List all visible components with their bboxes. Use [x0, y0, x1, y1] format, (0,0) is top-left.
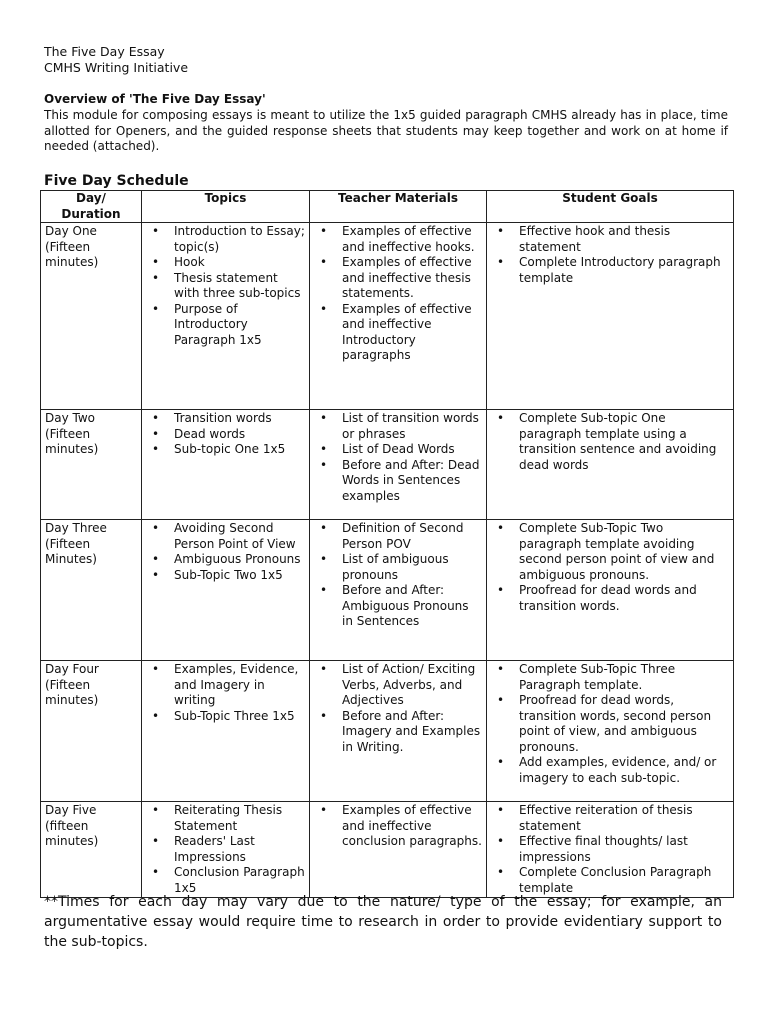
- goals-list: [491, 521, 729, 614]
- list-item: • List of Dead Words: [314, 442, 482, 458]
- table-row: [41, 223, 734, 410]
- day-cell: Day Three (Fifteen Minutes): [41, 520, 142, 661]
- goals-cell: [487, 223, 734, 410]
- materials-cell: [310, 223, 487, 410]
- goals-cell: [487, 802, 734, 898]
- list-item: • Avoiding Second Person Point of View: [146, 521, 305, 552]
- table-row: [41, 802, 734, 898]
- list-item: • Thesis statement with three sub-topics: [146, 271, 305, 302]
- goals-cell: [487, 410, 734, 520]
- materials-cell: [310, 802, 487, 898]
- materials-cell: [310, 661, 487, 802]
- list-item: • Definition of Second Person POV: [314, 521, 482, 552]
- column-header-goals: Student Goals: [487, 191, 734, 223]
- list-item: • Reiterating Thesis Statement: [146, 803, 305, 834]
- list-item: • Before and After: Dead Words in Sentences examples: [314, 458, 482, 505]
- document-title: The Five Day Essay: [44, 44, 165, 59]
- list-item: • Complete Introductory paragraph template: [491, 255, 729, 286]
- goals-cell: [487, 661, 734, 802]
- topics-list: [146, 224, 305, 348]
- goals-list: [491, 411, 729, 473]
- list-item: • Complete Sub-topic One paragraph template using a transition sentence and avoiding dead words: [491, 411, 729, 473]
- day-cell: Day One (Fifteen minutes): [41, 223, 142, 410]
- topics-cell: [142, 661, 310, 802]
- list-item: • Dead words: [146, 427, 305, 443]
- list-item: • List of ambiguous pronouns: [314, 552, 482, 583]
- list-item: • Readers' Last Impressions: [146, 834, 305, 865]
- goals-list: [491, 803, 729, 896]
- table-header-row: [41, 191, 734, 223]
- list-item: • Transition words: [146, 411, 305, 427]
- day-cell: Day Four (Fifteen minutes): [41, 661, 142, 802]
- topics-cell: [142, 223, 310, 410]
- materials-list: [314, 662, 482, 755]
- column-header-topics: Topics: [142, 191, 310, 223]
- topics-cell: [142, 410, 310, 520]
- topics-cell: [142, 520, 310, 661]
- day-cell: Day Five (fifteen minutes): [41, 802, 142, 898]
- topics-list: [146, 662, 305, 724]
- list-item: • List of Action/ Exciting Verbs, Adverbs, and Adjectives: [314, 662, 482, 709]
- table-row: [41, 520, 734, 661]
- list-item: • Examples of effective and ineffective hooks.: [314, 224, 482, 255]
- list-item: • Examples of effective and ineffective thesis statements.: [314, 255, 482, 302]
- schedule-table: [40, 190, 734, 898]
- materials-cell: [310, 410, 487, 520]
- list-item: • Proofread for dead words, transition words, second person point of view, and ambiguous pronouns.: [491, 693, 729, 755]
- goals-list: [491, 224, 729, 286]
- topics-list: [146, 803, 305, 896]
- materials-list: [314, 224, 482, 364]
- goals-cell: [487, 520, 734, 661]
- topics-list: [146, 521, 305, 583]
- list-item: • Sub-Topic Two 1x5: [146, 568, 305, 584]
- list-item: • Hook: [146, 255, 305, 271]
- list-item: • Sub-topic One 1x5: [146, 442, 305, 458]
- list-item: • Before and After: Ambiguous Pronouns in Sentences: [314, 583, 482, 630]
- list-item: • Complete Sub-Topic Three Paragraph template.: [491, 662, 729, 693]
- day-cell: Day Two (Fifteen minutes): [41, 410, 142, 520]
- list-item: • List of transition words or phrases: [314, 411, 482, 442]
- table-row: [41, 661, 734, 802]
- list-item: • Before and After: Imagery and Examples in Writing.: [314, 709, 482, 756]
- list-item: • Examples of effective and ineffective conclusion paragraphs.: [314, 803, 482, 850]
- list-item: • Examples, Evidence, and Imagery in writing: [146, 662, 305, 709]
- list-item: • Effective reiteration of thesis statement: [491, 803, 729, 834]
- list-item: • Examples of effective and ineffective Introductory paragraphs: [314, 302, 482, 364]
- list-item: • Complete Sub-Topic Two paragraph template avoiding second person point of view and ambiguous pronouns.: [491, 521, 729, 583]
- table-row: [41, 410, 734, 520]
- list-item: • Effective final thoughts/ last impressions: [491, 834, 729, 865]
- footnote: **Times for each day may vary due to the nature/ type of the essay; for example, an argumentative essay would require time to research in order to provide evidentiary support to the sub-topics.: [44, 894, 722, 950]
- goals-list: [491, 662, 729, 786]
- list-item: • Introduction to Essay; topic(s): [146, 224, 305, 255]
- list-item: • Sub-Topic Three 1x5: [146, 709, 305, 725]
- materials-cell: [310, 520, 487, 661]
- column-header-materials: Teacher Materials: [310, 191, 487, 223]
- topics-list: [146, 411, 305, 458]
- list-item: • Ambiguous Pronouns: [146, 552, 305, 568]
- list-item: • Conclusion Paragraph 1x5: [146, 865, 305, 896]
- materials-list: [314, 521, 482, 630]
- list-item: • Effective hook and thesis statement: [491, 224, 729, 255]
- column-header-day: Day/ Duration: [41, 191, 142, 223]
- overview-text: This module for composing essays is meant to utilize the 1x5 guided paragraph CMHS already has in place, time allotted for Openers, and the guided response sheets that students may keep together and work on at home if needed (attached).: [44, 108, 728, 153]
- document-subtitle: CMHS Writing Initiative: [44, 60, 189, 75]
- list-item: • Add examples, evidence, and/ or imagery to each sub-topic.: [491, 755, 729, 786]
- materials-list: [314, 803, 482, 850]
- list-item: • Purpose of Introductory Paragraph 1x5: [146, 302, 305, 349]
- list-item: • Complete Conclusion Paragraph template: [491, 865, 729, 896]
- list-item: • Proofread for dead words and transition words.: [491, 583, 729, 614]
- schedule-title: Five Day Schedule: [44, 173, 189, 189]
- topics-cell: [142, 802, 310, 898]
- materials-list: [314, 411, 482, 504]
- overview-heading: Overview of 'The Five Day Essay': [44, 92, 266, 106]
